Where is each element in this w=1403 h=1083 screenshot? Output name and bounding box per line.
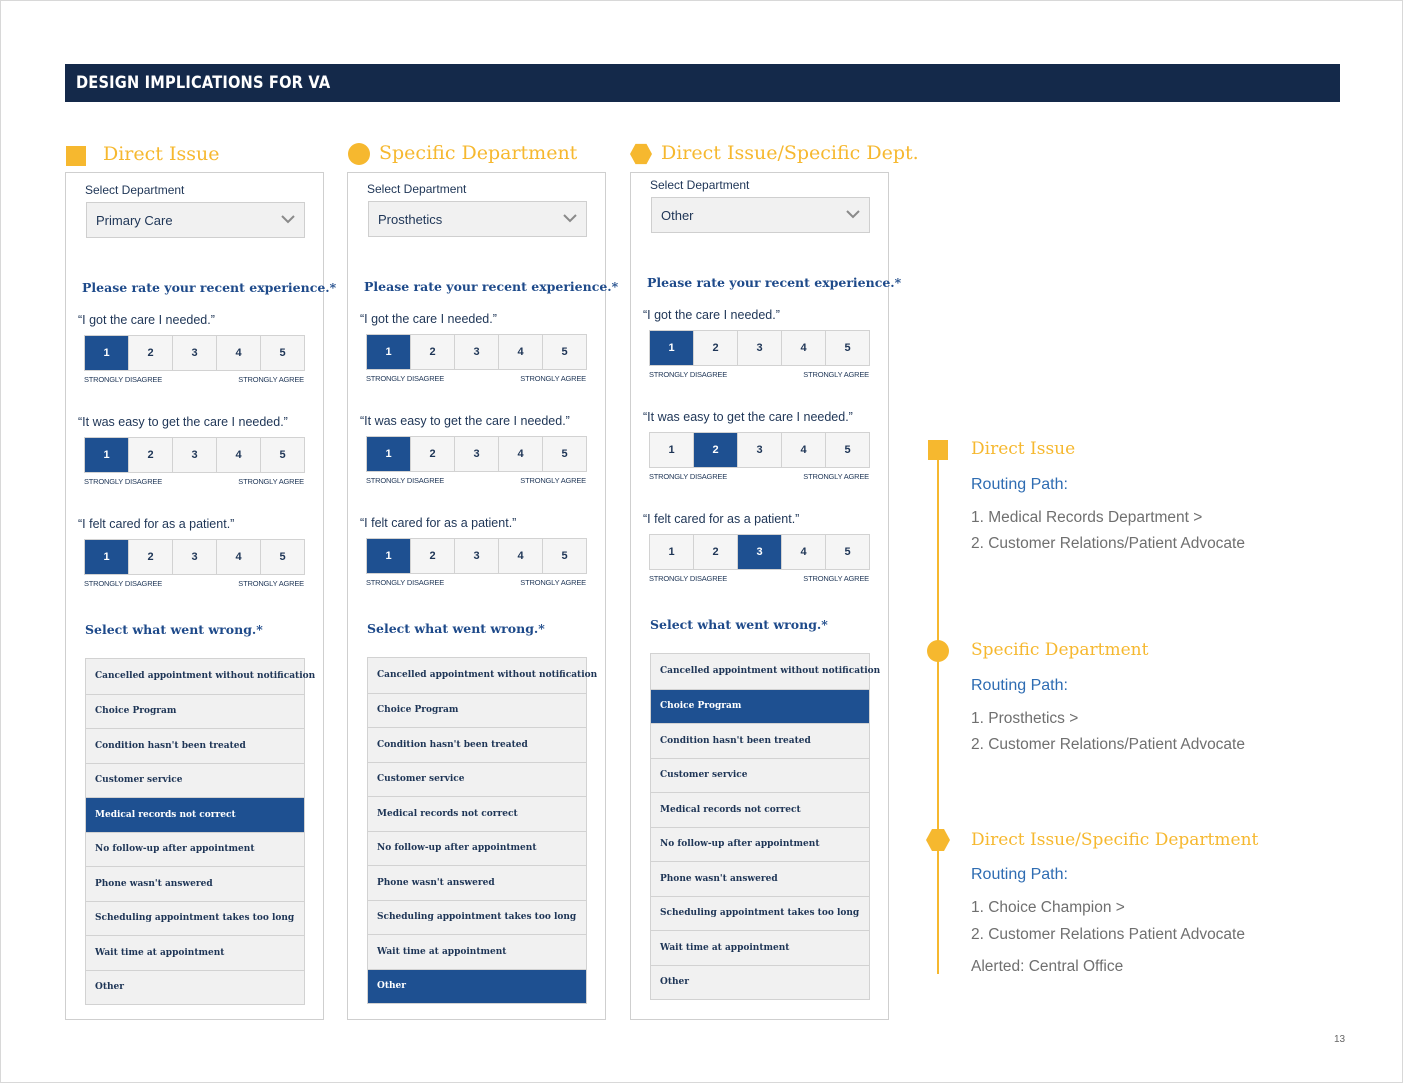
issue-option[interactable]: Customer service xyxy=(86,763,304,798)
issue-option[interactable]: Choice Program xyxy=(86,694,304,729)
department-select[interactable] xyxy=(651,197,870,233)
strongly-agree-label: STRONGLY AGREE xyxy=(520,578,586,587)
issue-option[interactable]: Scheduling appointment takes too long xyxy=(368,900,586,935)
rating-button[interactable]: 1 xyxy=(85,438,128,472)
rating-scale xyxy=(649,534,870,570)
rating-button[interactable]: 4 xyxy=(781,433,825,467)
rating-button[interactable]: 4 xyxy=(216,540,260,574)
rating-scale xyxy=(366,334,587,370)
rating-button[interactable]: 5 xyxy=(260,540,304,574)
rating-button[interactable]: 2 xyxy=(693,535,737,569)
rating-statement: “I felt cared for as a patient.” xyxy=(643,512,800,526)
rating-button[interactable]: 1 xyxy=(367,335,410,369)
page-number: 13 xyxy=(1334,1034,1346,1045)
rating-button[interactable]: 3 xyxy=(454,437,498,471)
rating-button[interactable]: 3 xyxy=(737,331,781,365)
rating-scale xyxy=(84,335,305,371)
rating-statement: “I got the care I needed.” xyxy=(643,308,780,322)
rating-button[interactable]: 1 xyxy=(85,540,128,574)
rating-statement: “I felt cared for as a patient.” xyxy=(78,517,235,531)
strongly-disagree-label: STRONGLY DISAGREE xyxy=(366,578,445,587)
department-select[interactable] xyxy=(86,202,305,238)
strongly-agree-label: STRONGLY AGREE xyxy=(238,477,304,486)
issue-option[interactable]: Wait time at appointment xyxy=(86,935,304,970)
circle-icon xyxy=(927,640,949,662)
issue-option[interactable]: Other xyxy=(86,970,304,1005)
routing-subtitle: Routing Path: xyxy=(971,476,1068,493)
chevron-down-icon xyxy=(281,213,295,225)
routing-step: 1. Medical Records Department > xyxy=(971,509,1203,526)
hexagon-icon xyxy=(630,143,652,165)
rating-button[interactable]: 2 xyxy=(128,336,172,370)
strongly-disagree-label: STRONGLY DISAGREE xyxy=(649,472,728,481)
strongly-agree-label: STRONGLY AGREE xyxy=(520,374,586,383)
department-select-value: Other xyxy=(661,208,694,223)
rating-button[interactable]: 2 xyxy=(128,540,172,574)
rating-statement: “I got the care I needed.” xyxy=(78,313,215,327)
rating-button[interactable]: 4 xyxy=(216,336,260,370)
issue-option[interactable]: Scheduling appointment takes too long xyxy=(86,901,304,936)
issue-option[interactable]: Wait time at appointment xyxy=(651,930,869,965)
department-select[interactable] xyxy=(368,201,587,237)
rating-scale xyxy=(84,437,305,473)
rating-button[interactable]: 5 xyxy=(542,335,586,369)
rating-button[interactable]: 4 xyxy=(781,331,825,365)
rating-button[interactable]: 4 xyxy=(216,438,260,472)
column-title: Direct Issue xyxy=(103,143,220,165)
survey-card xyxy=(347,172,619,1020)
rating-statement: “It was easy to get the care I needed.” xyxy=(643,410,853,424)
select-department-label: Select Department xyxy=(650,178,750,192)
column-heading-direct-issue xyxy=(66,141,306,169)
strongly-disagree-label: STRONGLY DISAGREE xyxy=(649,370,728,379)
rating-button[interactable]: 2 xyxy=(410,437,454,471)
rating-button[interactable]: 1 xyxy=(668,546,675,558)
rating-button[interactable]: 4 xyxy=(781,535,825,569)
rating-scale xyxy=(366,436,587,472)
rating-button[interactable]: 4 xyxy=(498,437,542,471)
issue-option[interactable]: Phone wasn't answered xyxy=(86,866,304,901)
routing-alert: Alerted: Central Office xyxy=(971,958,1124,975)
strongly-disagree-label: STRONGLY DISAGREE xyxy=(84,579,163,588)
rating-button[interactable]: 3 xyxy=(737,535,781,569)
issue-option-list xyxy=(367,657,598,1004)
select-department-label: Select Department xyxy=(85,183,185,197)
column-heading-specific-department xyxy=(348,140,588,168)
strongly-agree-label: STRONGLY AGREE xyxy=(803,370,869,379)
rating-button[interactable]: 4 xyxy=(498,539,542,573)
issue-option[interactable]: Scheduling appointment takes too long xyxy=(651,896,869,931)
rating-statement: “I got the care I needed.” xyxy=(360,312,497,326)
issue-option[interactable]: Customer service xyxy=(651,758,869,793)
routing-step: 2. Customer Relations/Patient Advocate xyxy=(971,535,1245,552)
select-department-label: Select Department xyxy=(367,182,467,196)
square-icon xyxy=(928,440,948,460)
rating-button[interactable]: 1 xyxy=(668,444,675,456)
rating-button[interactable]: 2 xyxy=(410,335,454,369)
strongly-agree-label: STRONGLY AGREE xyxy=(803,574,869,583)
rating-button[interactable]: 5 xyxy=(542,539,586,573)
issue-option[interactable]: Condition hasn't been treated xyxy=(86,728,304,763)
strongly-disagree-label: STRONGLY DISAGREE xyxy=(366,476,445,485)
rating-scale xyxy=(84,539,305,575)
rating-button[interactable]: 2 xyxy=(410,539,454,573)
rating-prompt: Please rate your recent experience.* xyxy=(364,279,619,294)
issue-option[interactable]: No follow-up after appointment xyxy=(651,827,869,862)
issue-option[interactable]: Condition hasn't been treated xyxy=(368,727,586,762)
rating-scale xyxy=(649,432,870,468)
issue-option[interactable]: Choice Program xyxy=(651,689,869,724)
routing-step: 2. Customer Relations/Patient Advocate xyxy=(971,736,1245,753)
issue-option-list xyxy=(85,658,316,1005)
issue-option[interactable]: Medical records not correct xyxy=(651,792,869,827)
strongly-disagree-label: STRONGLY DISAGREE xyxy=(649,574,728,583)
issue-option-list xyxy=(650,653,881,1000)
rating-prompt: Please rate your recent experience.* xyxy=(82,280,337,295)
rating-button[interactable]: 2 xyxy=(693,331,737,365)
routing-title: Direct Issue xyxy=(971,439,1076,459)
rating-prompt: Please rate your recent experience.* xyxy=(647,275,902,290)
strongly-agree-label: STRONGLY AGREE xyxy=(238,375,304,384)
routing-step: 2. Customer Relations Patient Advocate xyxy=(971,926,1245,943)
rating-button[interactable]: 1 xyxy=(650,331,693,365)
issue-option[interactable]: Medical records not correct xyxy=(86,797,304,832)
issue-option[interactable]: Choice Program xyxy=(368,693,586,728)
rating-button[interactable]: 5 xyxy=(825,433,869,467)
issue-option[interactable]: Other xyxy=(368,969,586,1004)
strongly-disagree-label: STRONGLY DISAGREE xyxy=(84,477,163,486)
routing-subtitle: Routing Path: xyxy=(971,677,1068,694)
rating-button[interactable]: 5 xyxy=(825,535,869,569)
strongly-agree-label: STRONGLY AGREE xyxy=(238,579,304,588)
rating-statement: “I felt cared for as a patient.” xyxy=(360,516,517,530)
column-title: Specific Department xyxy=(379,142,578,164)
column-title: Direct Issue/Specific Dept. xyxy=(661,142,919,164)
issue-option[interactable]: Condition hasn't been treated xyxy=(651,723,869,758)
strongly-disagree-label: STRONGLY DISAGREE xyxy=(84,375,163,384)
issue-option[interactable]: Wait time at appointment xyxy=(368,934,586,969)
square-icon xyxy=(66,146,86,166)
rating-button[interactable]: 5 xyxy=(260,336,304,370)
issue-option[interactable]: Phone wasn't answered xyxy=(368,865,586,900)
issue-option[interactable]: Cancelled appointment without notification xyxy=(651,654,869,689)
issue-option[interactable]: Cancelled appointment without notification xyxy=(368,658,586,693)
issue-option[interactable]: Customer service xyxy=(368,762,586,797)
rating-button[interactable]: 1 xyxy=(85,336,128,370)
rating-button[interactable]: 3 xyxy=(454,539,498,573)
issue-option[interactable]: No follow-up after appointment xyxy=(368,831,586,866)
rating-scale xyxy=(366,538,587,574)
column-heading-combined xyxy=(630,140,919,168)
rating-scale xyxy=(649,330,870,366)
section-banner xyxy=(65,64,1340,102)
chevron-down-icon xyxy=(846,208,860,220)
rating-button[interactable]: 5 xyxy=(542,437,586,471)
survey-card xyxy=(630,172,902,1020)
survey-card xyxy=(65,172,337,1020)
rating-statement: “It was easy to get the care I needed.” xyxy=(78,415,288,429)
section-title: DESIGN IMPLICATIONS FOR VA xyxy=(76,73,331,93)
rating-button[interactable]: 2 xyxy=(693,433,737,467)
rating-statement: “It was easy to get the care I needed.” xyxy=(360,414,570,428)
rating-button[interactable]: 3 xyxy=(172,540,216,574)
what-went-wrong-prompt: Select what went wrong.* xyxy=(85,622,263,637)
rating-button[interactable]: 1 xyxy=(367,437,410,471)
rating-button[interactable]: 5 xyxy=(260,438,304,472)
routing-title: Direct Issue/Specific Department xyxy=(971,830,1259,850)
rating-button[interactable]: 3 xyxy=(172,336,216,370)
routing-title: Specific Department xyxy=(971,640,1149,660)
routing-timeline xyxy=(937,452,939,974)
routing-subtitle: Routing Path: xyxy=(971,866,1068,883)
strongly-agree-label: STRONGLY AGREE xyxy=(520,476,586,485)
chevron-down-icon xyxy=(563,212,577,224)
strongly-agree-label: STRONGLY AGREE xyxy=(803,472,869,481)
rating-button[interactable]: 1 xyxy=(367,539,410,573)
issue-option[interactable]: Other xyxy=(651,965,869,1000)
routing-step: 1. Choice Champion > xyxy=(971,899,1125,916)
issue-option[interactable]: Phone wasn't answered xyxy=(651,861,869,896)
issue-option[interactable]: No follow-up after appointment xyxy=(86,832,304,867)
rating-button[interactable]: 3 xyxy=(454,335,498,369)
strongly-disagree-label: STRONGLY DISAGREE xyxy=(366,374,445,383)
department-select-value: Prosthetics xyxy=(378,212,443,227)
rating-button[interactable]: 5 xyxy=(825,331,869,365)
routing-step: 1. Prosthetics > xyxy=(971,710,1079,727)
rating-button[interactable]: 3 xyxy=(737,433,781,467)
issue-option[interactable]: Medical records not correct xyxy=(368,796,586,831)
department-select-value: Primary Care xyxy=(96,213,173,228)
rating-button[interactable]: 2 xyxy=(128,438,172,472)
rating-button[interactable]: 4 xyxy=(498,335,542,369)
hexagon-icon xyxy=(926,828,950,852)
rating-button[interactable]: 3 xyxy=(172,438,216,472)
what-went-wrong-prompt: Select what went wrong.* xyxy=(367,621,545,636)
issue-option[interactable]: Cancelled appointment without notification xyxy=(86,659,304,694)
circle-icon xyxy=(348,143,370,165)
what-went-wrong-prompt: Select what went wrong.* xyxy=(650,617,828,632)
